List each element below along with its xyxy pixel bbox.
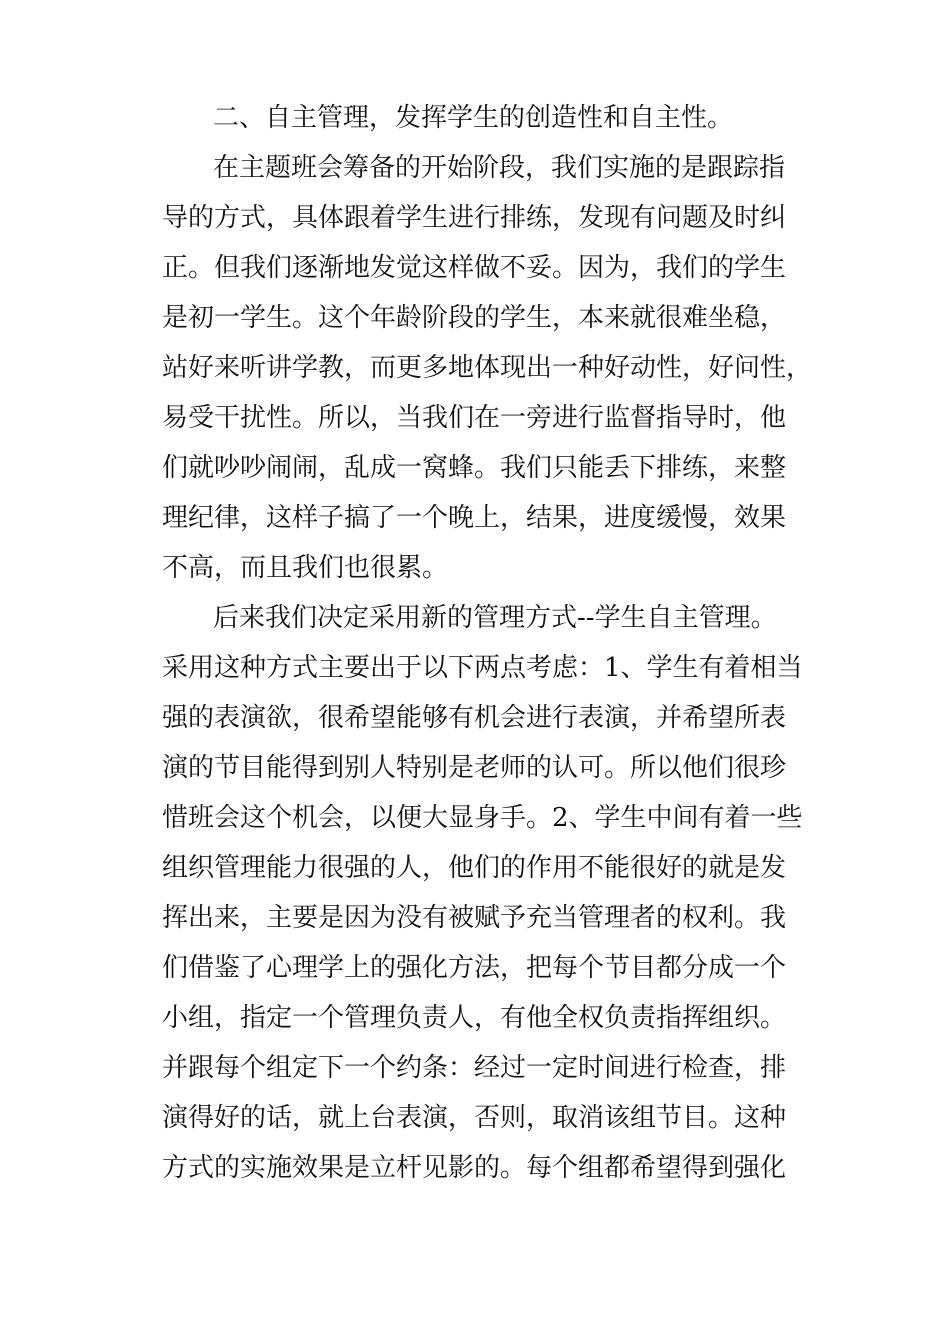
paragraph-line: 们借鉴了心理学上的强化方法，把每个节目都分成一个 <box>162 953 787 983</box>
paragraph-line: 理纪律，这样子搞了一个晚上，结果，进度缓慢，效果 <box>162 503 787 533</box>
paragraph-line: 并跟每个组定下一个约条：经过一定时间进行检查，排 <box>162 1053 787 1083</box>
paragraph-line: 惜班会这个机会，以便大显身手。2、学生中间有着一些 <box>162 803 803 833</box>
paragraph-line: 演的节目能得到别人特别是老师的认可。所以他们很珍 <box>162 753 787 783</box>
paragraph-line: 们就吵吵闹闹，乱成一窝蜂。我们只能丢下排练，来整 <box>162 453 787 483</box>
paragraph-line: 小组，指定一个管理负责人，有他全权负责指挥组织。 <box>162 1003 787 1033</box>
paragraph-line: 演得好的话，就上台表演，否则，取消该组节目。这种 <box>162 1103 787 1133</box>
paragraph-line: 后来我们决定采用新的管理方式--学生自主管理。 <box>213 603 777 633</box>
paragraph-line: 站好来听讲学教，而更多地体现出一种好动性，好问性， <box>162 353 813 383</box>
paragraph-line: 组织管理能力很强的人，他们的作用不能很好的就是发 <box>162 853 787 883</box>
paragraph-line: 方式的实施效果是立杆见影的。每个组都希望得到强化 <box>162 1153 787 1183</box>
paragraph-line: 是初一学生。这个年龄阶段的学生，本来就很难坐稳， <box>162 303 787 333</box>
paragraph-line: 在主题班会筹备的开始阶段，我们实施的是跟踪指 <box>213 153 786 183</box>
paragraph-line: 采用这种方式主要出于以下两点考虑：1、学生有着相当 <box>162 653 803 683</box>
paragraph-line: 正。但我们逐渐地发觉这样做不妥。因为，我们的学生 <box>162 253 787 283</box>
paragraph-line: 易受干扰性。所以，当我们在一旁进行监督指导时，他 <box>162 403 787 433</box>
paragraph-line: 挥出来，主要是因为没有被赋予充当管理者的权利。我 <box>162 903 787 933</box>
section-heading: 二、自主管理，发挥学生的创造性和自主性。 <box>213 103 734 133</box>
paragraph-line: 强的表演欲，很希望能够有机会进行表演，并希望所表 <box>162 703 787 733</box>
paragraph-line: 导的方式，具体跟着学生进行排练，发现有问题及时纠 <box>162 203 787 233</box>
paragraph-line: 不高，而且我们也很累。 <box>162 553 449 583</box>
